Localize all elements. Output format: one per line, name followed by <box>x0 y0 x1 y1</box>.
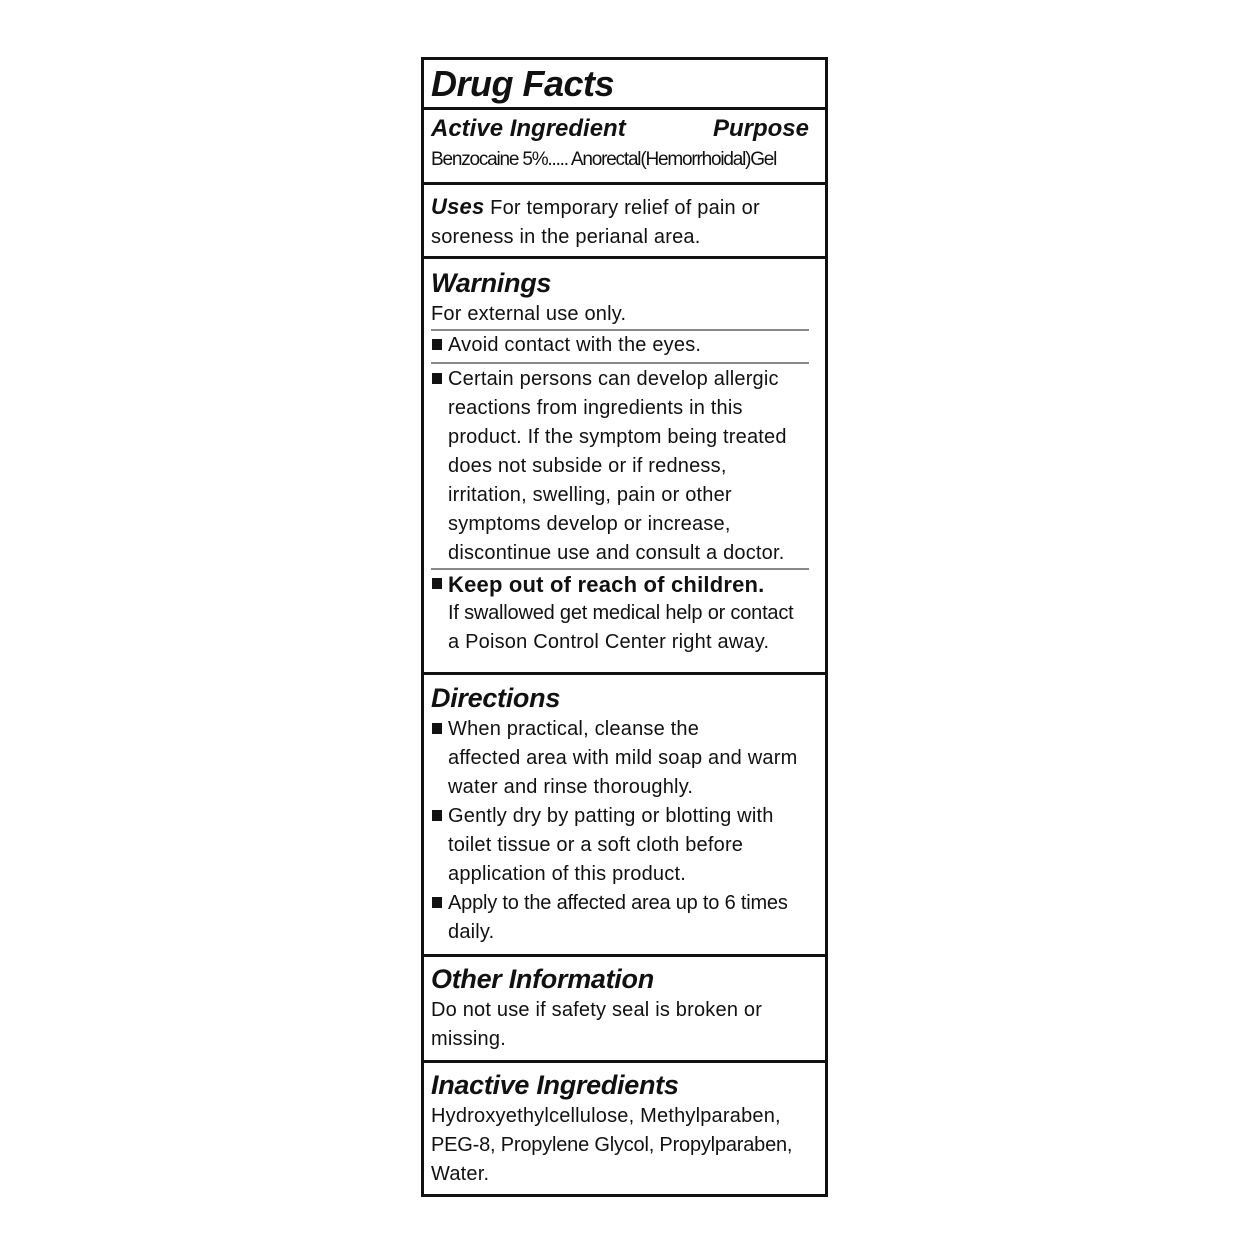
drug-facts-title: Drug Facts <box>431 63 615 104</box>
warning-allergic-line: does not subside or if redness, <box>448 455 727 477</box>
direction-line: Apply to the affected area up to 6 times <box>448 892 788 914</box>
active-ingredient-heading: Active Ingredient <box>431 115 626 142</box>
bullet-square-icon <box>432 373 442 384</box>
other-information-title: Other Information <box>431 964 654 994</box>
uses-line-2: soreness in the perianal area. <box>431 226 701 248</box>
warning-allergic-line: symptoms develop or increase, <box>448 513 731 535</box>
warning-bullet-allergic <box>431 364 819 568</box>
inactive-ingredients-section <box>424 1063 825 1194</box>
external-use-text: For external use only. <box>431 303 627 325</box>
bullet-square-icon <box>432 339 442 350</box>
active-ingredient-header <box>431 110 819 146</box>
warning-bullet-children <box>431 570 819 657</box>
uses-section <box>424 185 825 259</box>
drug-facts-title-section <box>424 60 825 110</box>
active-ingredient-section <box>424 110 825 185</box>
active-ingredient-line: Benzocaine 5%..... Anorectal(Hemorrhoidal)Gel <box>431 149 777 170</box>
inactive-ingredients-line: Water. <box>431 1163 490 1185</box>
warning-children-line: a Poison Control Center right away. <box>448 631 770 653</box>
warnings-section <box>424 259 825 675</box>
direction-line: When practical, cleanse the <box>448 718 700 740</box>
direction-line: daily. <box>448 921 495 943</box>
inactive-ingredients-line: Hydroxyethylcellulose, Methylparaben, <box>431 1105 781 1127</box>
direction-line: toilet tissue or a soft cloth before <box>448 834 744 856</box>
direction-item-cleanse <box>431 715 819 802</box>
warning-bullet-eyes <box>431 331 819 360</box>
uses-text <box>431 185 819 252</box>
inactive-ingredients-title: Inactive Ingredients <box>431 1070 679 1100</box>
warnings-title: Warnings <box>431 268 552 298</box>
drug-facts-panel <box>421 57 828 1197</box>
direction-item-apply <box>431 889 819 947</box>
purpose-heading: Purpose <box>712 115 809 142</box>
warning-allergic-line: irritation, swelling, pain or other <box>448 484 732 506</box>
other-information-line: Do not use if safety seal is broken or <box>431 999 763 1021</box>
uses-label: Uses <box>431 194 485 219</box>
bullet-square-icon <box>432 810 442 821</box>
warning-allergic-line: reactions from ingredients in this <box>448 397 743 419</box>
warning-allergic-line: product. If the symptom being treated <box>448 426 787 448</box>
direction-line: Gently dry by patting or blotting with <box>448 805 774 827</box>
other-information-section <box>424 957 825 1063</box>
bullet-square-icon <box>432 578 442 589</box>
direction-item-dry <box>431 802 819 889</box>
inactive-ingredients-line: PEG-8, Propylene Glycol, Propylparaben, <box>431 1134 793 1156</box>
bullet-square-icon <box>432 723 442 734</box>
other-information-line: missing. <box>431 1028 506 1050</box>
direction-line: water and rinse thoroughly. <box>448 776 694 798</box>
warning-bullet-eyes-text: Avoid contact with the eyes. <box>448 334 702 356</box>
directions-section <box>424 675 825 957</box>
warning-allergic-line: discontinue use and consult a doctor. <box>448 542 785 564</box>
keep-out-of-reach-title: Keep out of reach of children. <box>448 572 765 597</box>
directions-title: Directions <box>431 683 561 713</box>
direction-line: affected area with mild soap and warm <box>448 747 798 769</box>
direction-line: application of this product. <box>448 863 686 885</box>
bullet-square-icon <box>432 897 442 908</box>
uses-line-1: For temporary relief of pain or <box>484 197 760 219</box>
warning-children-line: If swallowed get medical help or contact <box>448 602 794 624</box>
warning-allergic-line: Certain persons can develop allergic <box>448 368 779 390</box>
